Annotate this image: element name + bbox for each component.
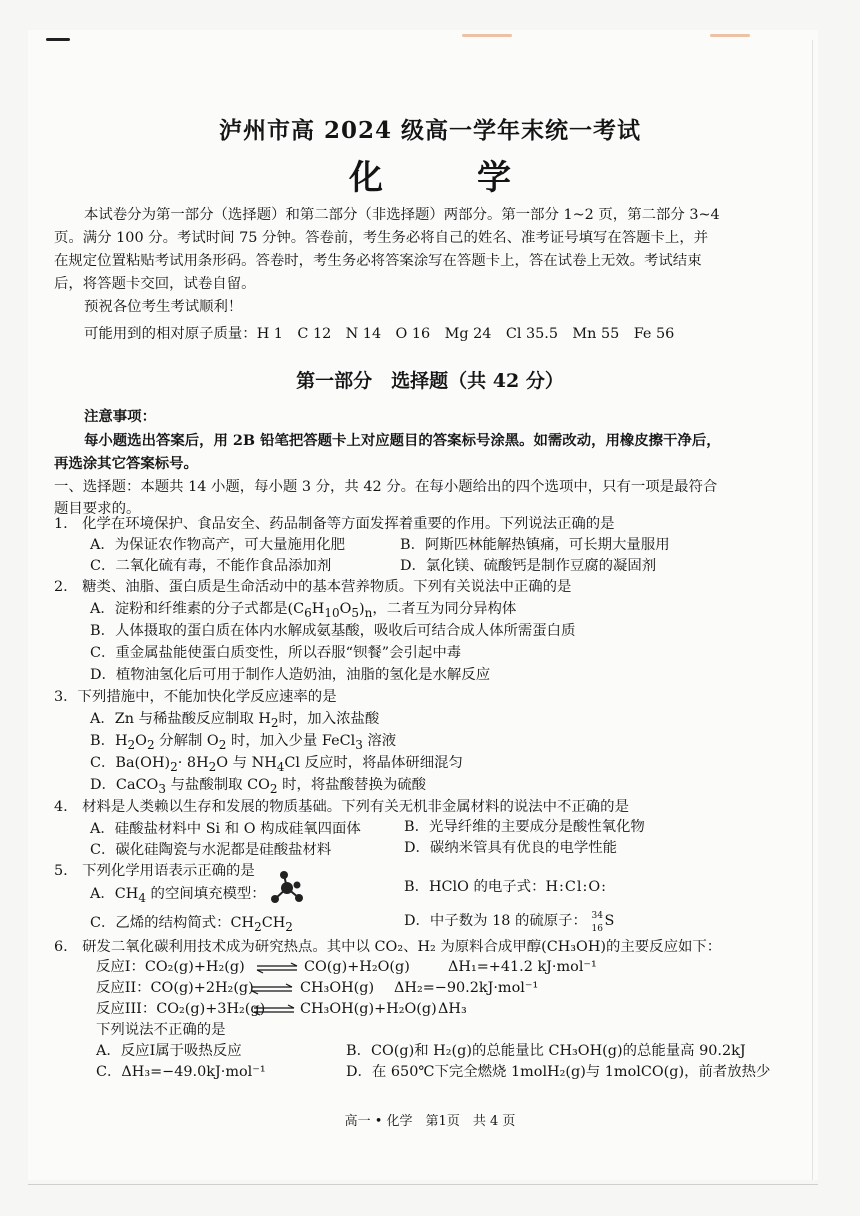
question-6-option-d: D．在 650℃下完全燃烧 1molH₂(g)与 1molCO(g)，前者放热少 xyxy=(346,1064,771,1080)
notice-line: 每小题选出答案后，用 2B 铅笔把答题卡上对应题目的答案标号涂黑。如需改动，用橡皮擦干净后， xyxy=(84,432,721,449)
reaction-3-right: CH₃OH(g)+H₂O(g) xyxy=(300,1001,437,1017)
question-4-option-a: A．硅酸盐材料中 Si 和 O 构成硅氧四面体 xyxy=(90,821,361,837)
sulfur-nuclide-notation: 34 16 S xyxy=(591,911,615,934)
page-footer: 高一 • 化学 第1页 共 4 页 xyxy=(344,1114,516,1129)
scan-mark xyxy=(710,34,750,37)
notice-heading: 注意事项： xyxy=(84,408,156,425)
question-1-option-b: B．阿斯匹林能解热镇痛，可长期大量服用 xyxy=(400,537,670,553)
question-4-option-b: B．光导纤维的主要成分是酸性氧化物 xyxy=(404,819,645,835)
question-4-option-c: C．碳化硅陶瓷与水泥都是硅酸盐材料 xyxy=(90,842,332,858)
intro-line: 页。满分 100 分。考试时间 75 分钟。答卷前，考生务必将自己的姓名、准考证号填写在答题卡上，并 xyxy=(54,230,709,246)
question-6-option-c: C．ΔH₃=−49.0kJ·mol⁻¹ xyxy=(96,1064,266,1080)
intro-line: 后，将答题卡交回，试卷自留。 xyxy=(54,276,256,292)
question-3-option-d: D．CaCO$_3$ 与盐酸制取 $CO_2$ 时，将盐酸替换为硫酸 xyxy=(90,777,427,796)
intro-line: 预祝各位考生考试顺利！ xyxy=(84,299,243,315)
equilibrium-arrow-icon xyxy=(250,983,294,995)
hclo-electron-formula: H:Cl:O: xyxy=(545,879,607,895)
question-1-option-a: A．为保证农作物高产，可大量施用化肥 xyxy=(90,537,346,553)
question-3-option-c: C．$Ba(OH)_2\cdot 8H_2O$ 与 $NH_4Cl$ 反应时，将晶体研细混匀 xyxy=(90,755,463,774)
question-5-option-b: B．HClO 的电子式：H:Cl:O: xyxy=(404,879,607,895)
instructions-line: 题目要求的。 xyxy=(54,501,141,517)
question-6-stem: 6. 研发二氧化碳利用技术成为研究热点。其中以 CO₂、H₂ 为原料合成甲醇(CH₃OH)的主要反应如下： xyxy=(54,939,722,955)
reaction-2-right: CH₃OH(g) xyxy=(300,980,375,996)
scan-edge xyxy=(812,40,813,1180)
reaction-1-enthalpy: ΔH₁=+41.2 kJ·mol⁻¹ xyxy=(448,959,597,975)
intro-line: 本试卷分为第一部分（选择题）和第二部分（非选择题）两部分。第一部分 1~2 页，第二部分 3~4 xyxy=(84,207,720,223)
intro-line: 在规定位置粘贴考试用条形码。答卷时，考生务必将答案涂写在答题卡上，答在试卷上无效。考试结束 xyxy=(54,253,702,269)
subject-title: 化 学 xyxy=(349,158,541,198)
reaction-1-right: CO(g)+H₂O(g) xyxy=(304,959,410,975)
question-5-option-c: C．乙烯的结构简式：$CH_2CH_2$ xyxy=(90,915,293,934)
question-3-option-b: B．$H_2O_2$ 分解制 $O_2$ 时，加入少量 FeCl$_3$ 溶液 xyxy=(90,733,397,752)
question-6-option-b: B．CO(g)和 H₂(g)的总能量比 CH₃OH(g)的总能量高 90.2kJ xyxy=(346,1043,746,1059)
question-5-stem: 5. 下列化学用语表示正确的是 xyxy=(54,863,255,879)
question-5-option-a: A．$CH_4$ 的空间填充模型： xyxy=(90,886,266,905)
equilibrium-arrow-icon xyxy=(255,962,299,974)
section-title: 第一部分 选择题（共 42 分） xyxy=(296,370,564,392)
question-3-option-a: A．Zn 与稀盐酸反应制取 $H_2$时，加入浓盐酸 xyxy=(90,711,380,730)
question-4-stem: 4. 材料是人类赖以生存和发展的物质基础。下列有关无机非金属材料的说法中不正确的是 xyxy=(54,799,629,815)
methane-space-filling-model-icon xyxy=(268,868,306,908)
notice-line: 再选涂其它答案标号。 xyxy=(54,455,198,472)
atomic-masses: 可能用到的相对原子质量：H 1 C 12 N 14 O 16 Mg 24 Cl 35.5 Mn 55 Fe 56 xyxy=(84,326,675,342)
question-1-option-d: D．氯化镁、硫酸钙是制作豆腐的凝固剂 xyxy=(400,558,657,574)
exam-title: 泸州市高 2024 级高一学年末统一考试 xyxy=(218,117,642,144)
reaction-3-enthalpy: ΔH₃ xyxy=(438,1001,467,1017)
question-2-option-a: A．淀粉和纤维素的分子式都是$(C_6H_{10}O_5)_n$，二者互为同分异构体 xyxy=(90,601,517,620)
reaction-2-enthalpy: ΔH₂=−90.2kJ·mol⁻¹ xyxy=(394,980,539,996)
question-6-ask: 下列说法不正确的是 xyxy=(96,1022,226,1038)
page-edge xyxy=(28,1184,818,1185)
question-2-option-c: C．重金属盐能使蛋白质变性，所以吞服“钡餐”会引起中毒 xyxy=(90,645,462,661)
question-4-option-d: D．碳纳米管具有优良的电学性能 xyxy=(404,840,618,856)
reaction-1-left: 反应I：CO₂(g)+H₂(g) xyxy=(96,959,245,975)
question-1-option-c: C．二氧化硫有毒，不能作食品添加剂 xyxy=(90,558,332,574)
question-2-option-d: D．植物油氢化后可用于制作人造奶油，油脂的氢化是水解反应 xyxy=(90,667,491,683)
reaction-3-left: 反应III：CO₂(g)+3H₂(g) xyxy=(96,1001,266,1017)
scan-mark xyxy=(462,34,512,37)
scan-mark xyxy=(46,38,70,41)
instructions-line: 一、选择题：本题共 14 小题，每小题 3 分，共 42 分。在每小题给出的四个选项中，只有一项是最符合 xyxy=(54,479,718,495)
question-6-option-a: A．反应I属于吸热反应 xyxy=(96,1043,242,1059)
question-1-stem: 1. 化学在环境保护、食品安全、药品制备等方面发挥着重要的作用。下列说法正确的是 xyxy=(54,516,615,532)
question-5-option-d: D．中子数为 18 的硫原子： 34 16 S xyxy=(404,912,621,930)
equilibrium-arrow-icon xyxy=(252,1004,296,1016)
question-3-stem: 3．下列措施中，不能加快化学反应速率的是 xyxy=(54,689,337,705)
question-2-option-b: B．人体摄取的蛋白质在体内水解成氨基酸，吸收后可结合成人体所需蛋白质 xyxy=(90,623,576,639)
reaction-2-left: 反应II：CO(g)+2H₂(g) xyxy=(96,980,254,996)
question-2-stem: 2. 糖类、油脂、蛋白质是生命活动中的基本营养物质。下列有关说法中正确的是 xyxy=(54,579,572,595)
